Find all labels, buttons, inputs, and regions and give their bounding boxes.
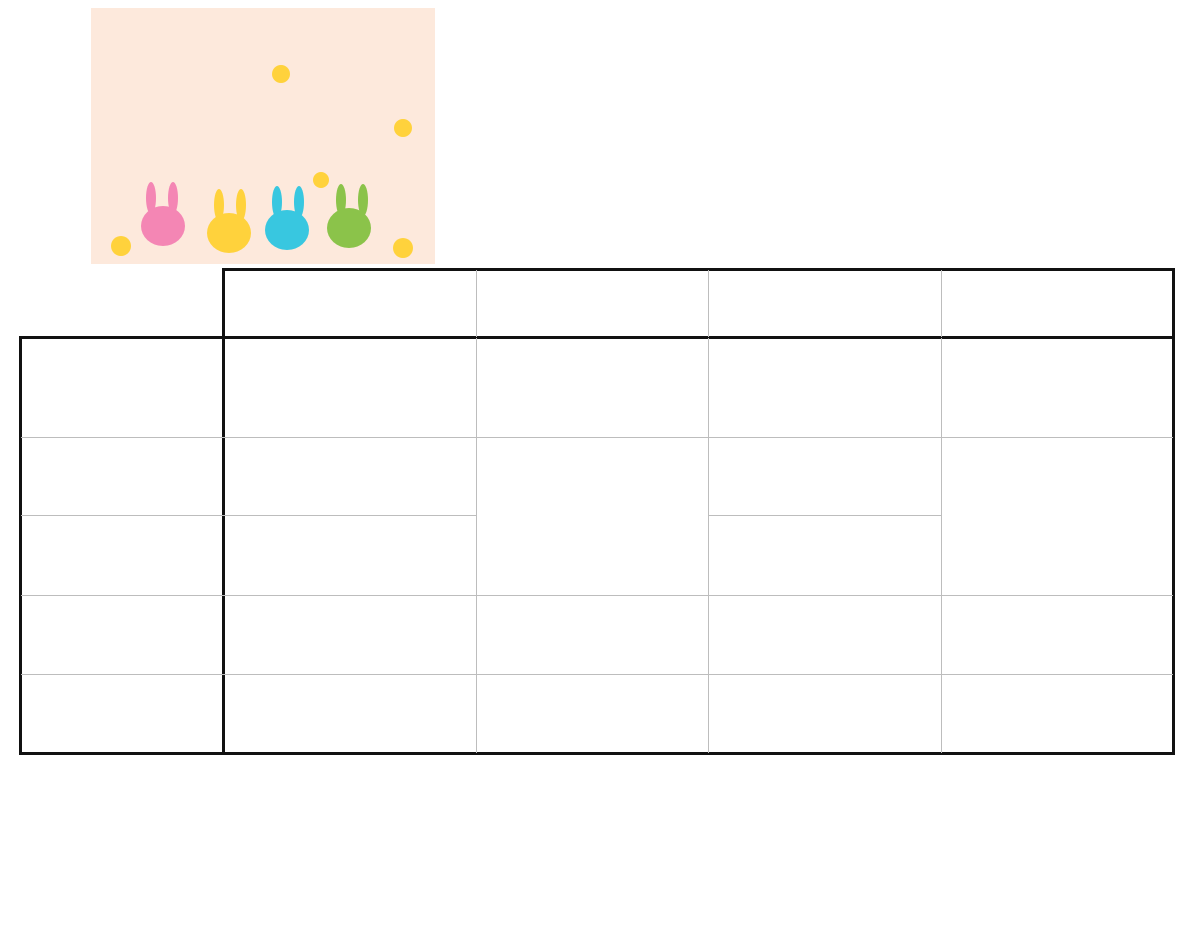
day-header-vendredi <box>942 270 1172 336</box>
menu-cell-jeudi-dessert <box>709 675 941 752</box>
menu-cell-lundi-legumes <box>225 516 476 595</box>
row-label-entree <box>22 339 222 437</box>
day-header-jeudi <box>709 270 941 336</box>
menu-cell-lundi-laitage <box>225 596 476 674</box>
row-label-legumes <box>22 516 222 595</box>
menu-cell-jeudi-plat <box>709 438 941 515</box>
menu-cell-mardi-plat-legumes <box>477 438 708 595</box>
row-label-laitage <box>22 596 222 674</box>
menu-cell-mardi-entree <box>477 339 708 437</box>
easter-egg-border <box>15 814 1189 934</box>
row-label-dessert <box>22 675 222 752</box>
menu-cell-vendredi-dessert <box>942 675 1172 752</box>
menu-cell-jeudi-legumes <box>709 516 941 595</box>
menu-cell-jeudi-entree <box>709 339 941 437</box>
menu-cell-mardi-dessert <box>477 675 708 752</box>
day-header-lundi <box>225 270 476 336</box>
menu-cell-jeudi-laitage <box>709 596 941 674</box>
row-label-plat <box>22 438 222 515</box>
menu-cell-lundi-plat <box>225 438 476 515</box>
menu-cell-lundi-dessert <box>225 675 476 752</box>
menu-cell-lundi-entree <box>225 339 476 437</box>
menu-cell-mardi-laitage <box>477 596 708 674</box>
menu-cell-vendredi-laitage <box>942 596 1172 674</box>
day-header-mardi <box>477 270 708 336</box>
menu-cell-vendredi-plat-legumes <box>942 438 1172 595</box>
joyeuses-paques-illustration <box>91 8 435 264</box>
menu-cell-vendredi-entree <box>942 339 1172 437</box>
